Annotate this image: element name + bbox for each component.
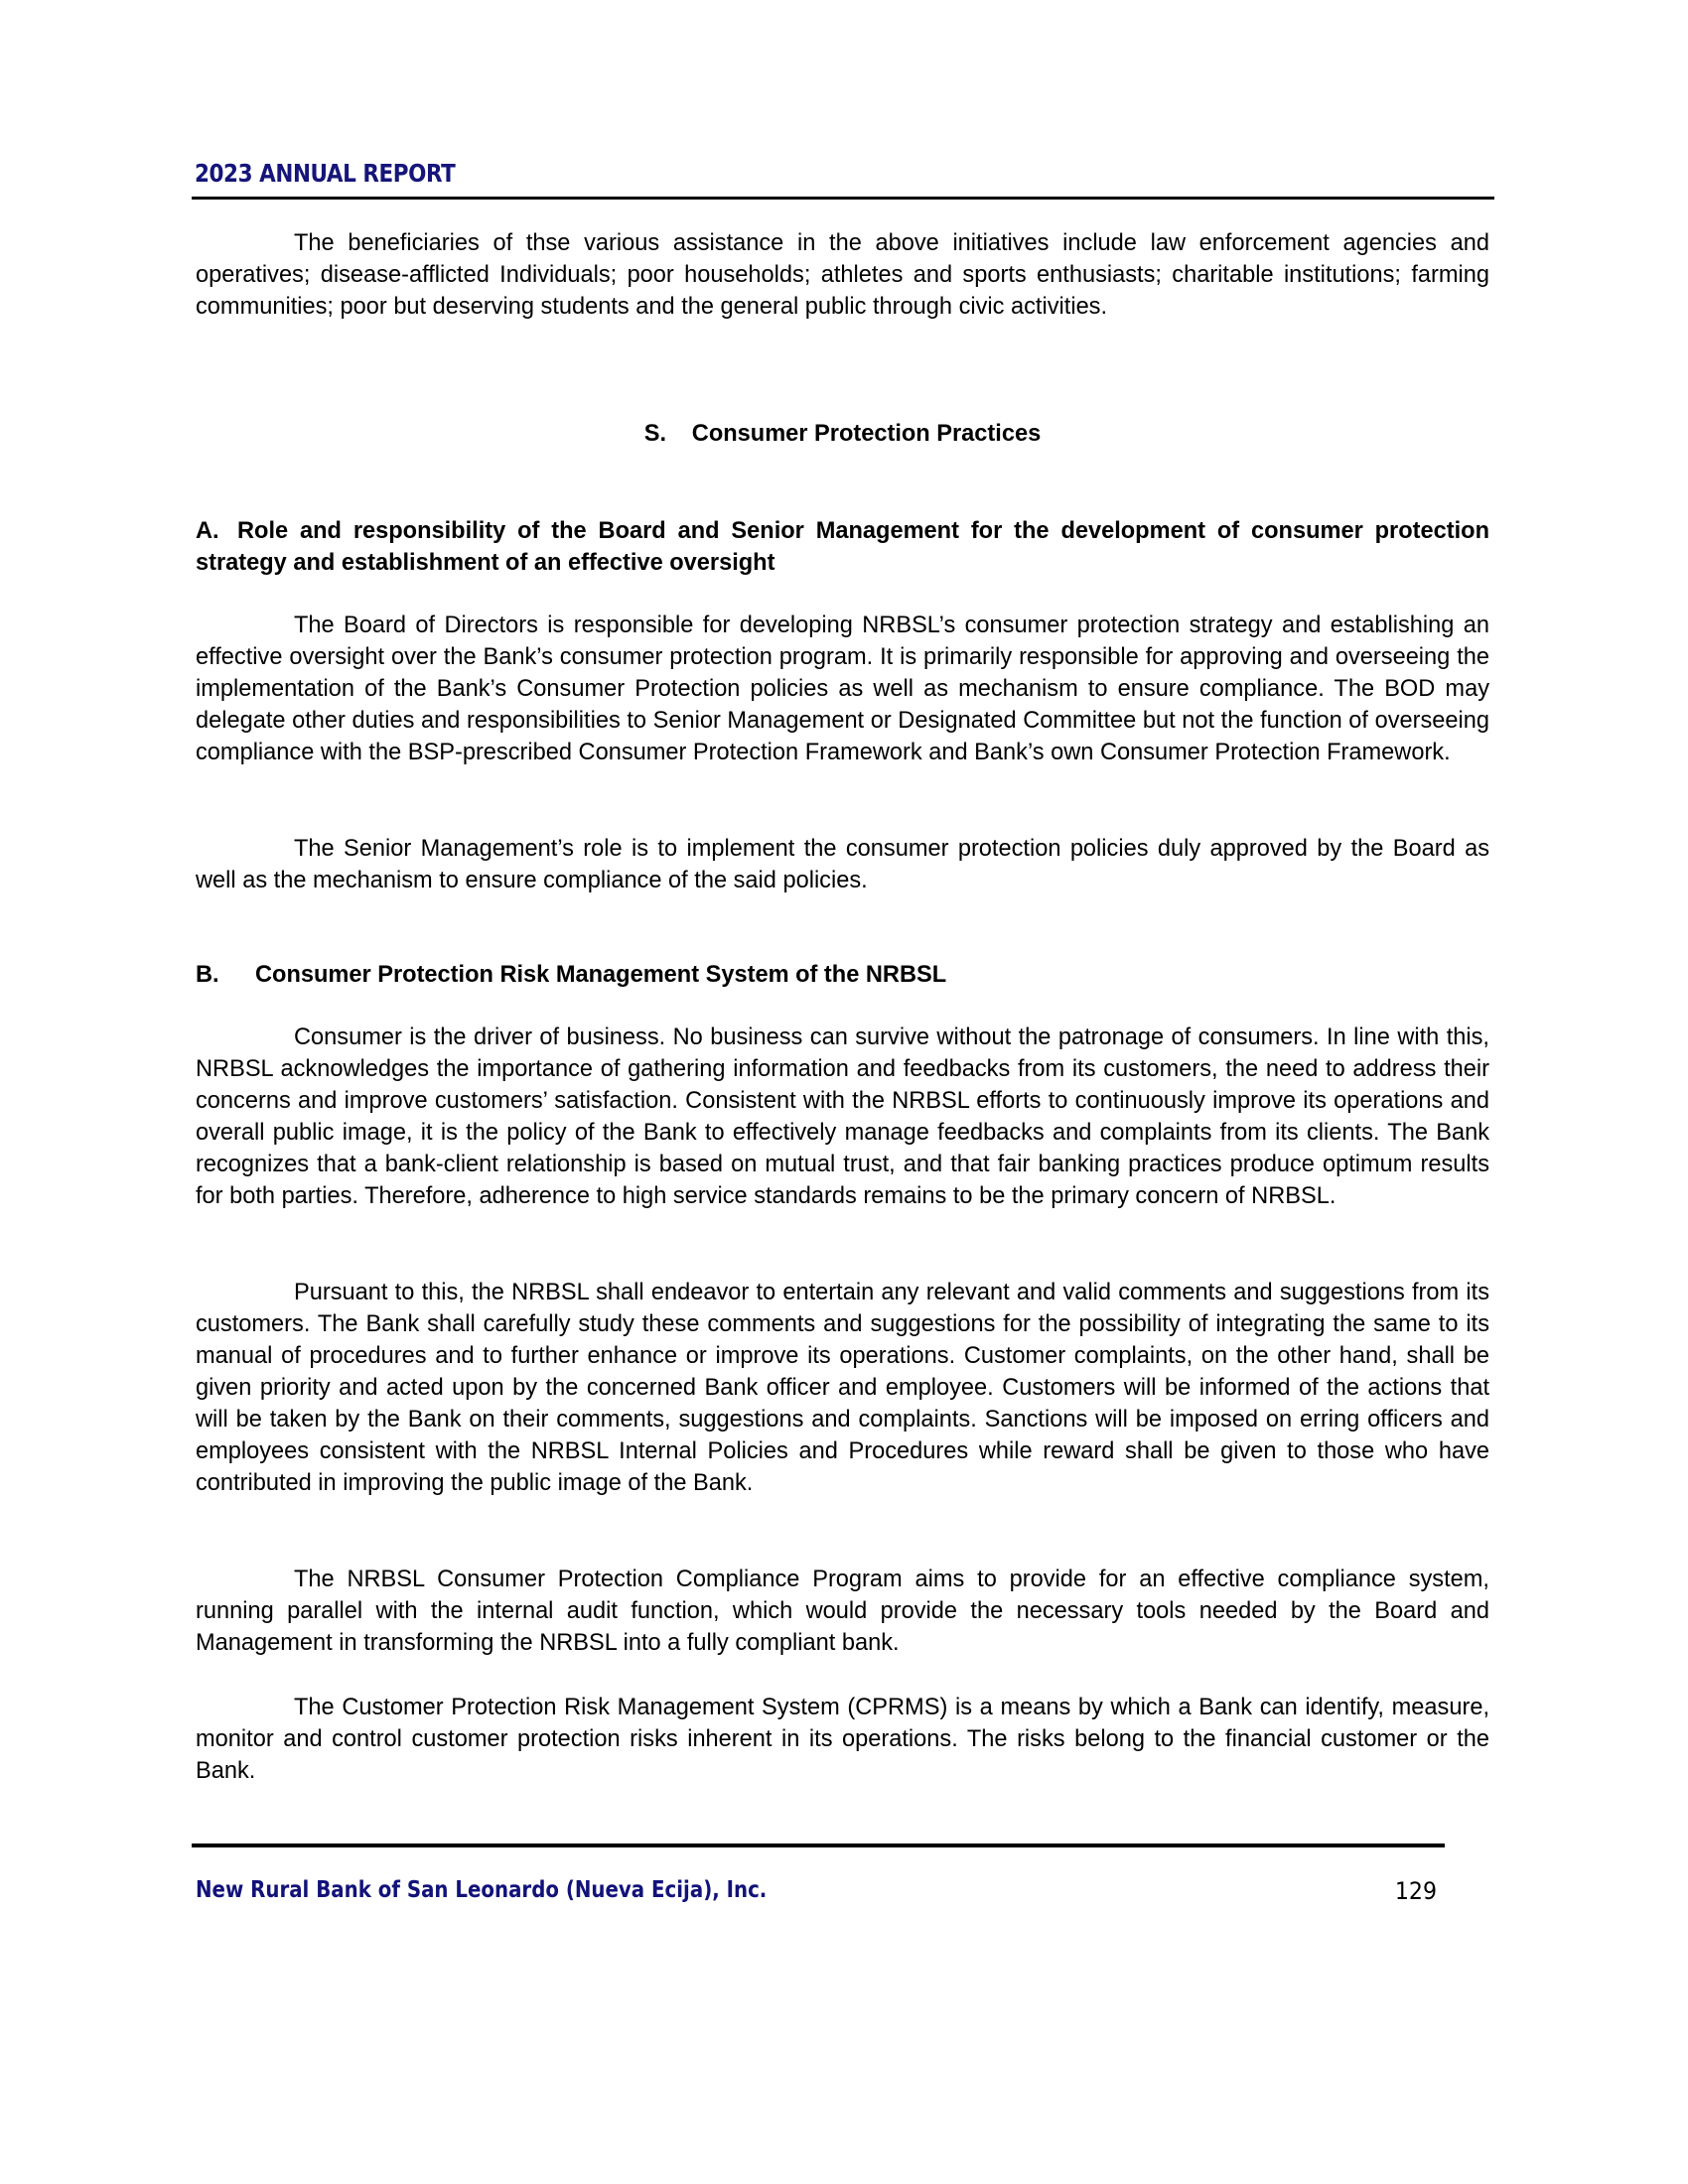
- subsection-a-title: Role and responsibility of the Board and Senior Management for the development of consumer protection strategy and establishment of an effective oversight: [196, 518, 1489, 576]
- subsection-b-label: B.: [196, 962, 219, 988]
- page-number: 129: [1394, 1877, 1437, 1905]
- subsection-b-paragraph: Consumer is the driver of business. No business can survive without the patronage of consumers. In line with this, NRBSL acknowledges the importance of gathering information and feedbacks from its customers, the need to address their concerns and improve customers’ satisfaction. Consistent with the NRBSL efforts to continuously improve its operations and overall public image, it is the policy of the Bank to effectively manage feedbacks and complaints from its clients. The Bank recognizes that a bank-client relationship is based on mutual trust, and that fair banking practices produce optimum results for both parties. Therefore, adherence to high service standards remains to be the primary concern of NRBSL.: [196, 1024, 1489, 1209]
- subsection-b-paragraph: The Customer Protection Risk Management System (CPRMS) is a means by which a Bank can identify, measure, monitor and control customer protection risks inherent in its operations. The risks belong to the financial customer or the Bank.: [196, 1695, 1489, 1784]
- section-heading: [196, 418, 1489, 450]
- subsection-a-label: A.: [196, 518, 219, 544]
- footer-organization-name: New Rural Bank of San Leonardo (Nueva Ecija), Inc.: [196, 1877, 768, 1903]
- section-title: Consumer Protection Practices: [691, 421, 1042, 447]
- header-divider: [192, 197, 1494, 200]
- section-label: S.: [643, 421, 667, 447]
- subsection-a-heading: [196, 515, 1489, 579]
- subsection-b-paragraph: Pursuant to this, the NRBSL shall endeavor to entertain any relevant and valid comments and suggestions from its customers. The Bank shall carefully study these comments and suggestions for the possibility of integrating the same to its manual of procedures and to further enhance or improve its operations. Customer complaints, on the other hand, shall be given priority and acted upon by the concerned Bank officer and employee. Customers will be informed of the actions that will be taken by the Bank on their comments, suggestions and complaints. Sanctions will be imposed on erring officers and employees consistent with the NRBSL Internal Policies and Procedures while reward shall be given to those who have contributed in improving the public image of the Bank.: [196, 1280, 1489, 1496]
- subsection-b-title: Consumer Protection Risk Management System of the NRBSL: [255, 962, 947, 988]
- footer-divider: [192, 1843, 1445, 1847]
- subsection-b-paragraph: The NRBSL Consumer Protection Compliance Program aims to provide for an effective compliance system, running parallel with the internal audit function, which would provide the necessary tools needed by the Board and Management in transforming the NRBSL into a fully compliant bank.: [196, 1567, 1489, 1656]
- subsection-a-paragraph: The Senior Management’s role is to implement the consumer protection policies duly approved by the Board as well as the mechanism to ensure compliance of the said policies.: [196, 836, 1489, 893]
- subsection-a-paragraph: The Board of Directors is responsible for developing NRBSL’s consumer protection strategy and establishing an effective oversight over the Bank’s consumer protection program. It is primarily responsible for approving and overseeing the implementation of the Bank’s Consumer Protection policies as well as mechanism to ensure compliance. The BOD may delegate other duties and responsibilities to Senior Management or Designated Committee but not the function of overseeing compliance with the BSP-prescribed Consumer Protection Framework and Bank’s own Consumer Protection Framework.: [196, 613, 1489, 765]
- running-header-title: 2023 ANNUAL REPORT: [195, 159, 456, 188]
- intro-paragraph: The beneficiaries of thse various assistance in the above initiatives include law enforcement agencies and operatives; disease-afflicted Individuals; poor households; athletes and sports enthusiasts; charitable institutions; farming communities; poor but deserving students and the general public through civic activities.: [196, 230, 1489, 320]
- subsection-b-heading: [196, 959, 1489, 991]
